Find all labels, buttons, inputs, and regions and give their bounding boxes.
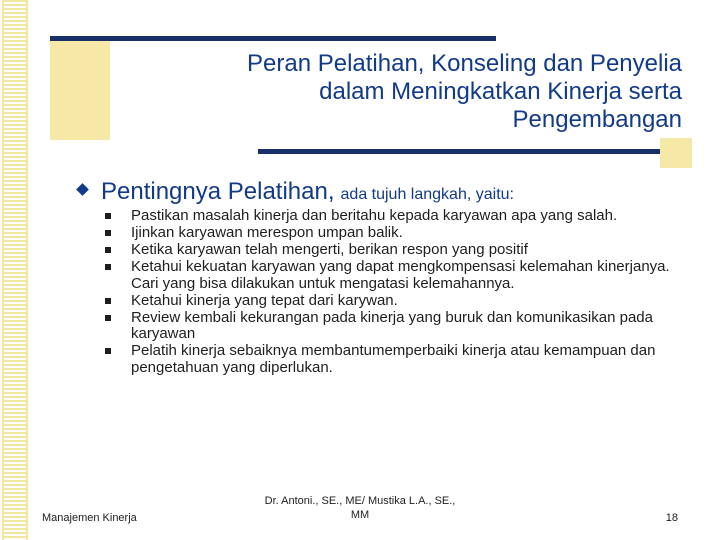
main-bullet: [78, 178, 698, 206]
decorative-left-stripe: [2, 0, 28, 540]
decorative-yellow-block-top: [50, 38, 110, 140]
step-text: Review kembali kekurangan pada kinerja yang buruk dan komunikasikan pada karyawan: [131, 308, 653, 342]
footer-course-name: Manajemen Kinerja: [42, 512, 137, 524]
decorative-bottom-rule: [258, 149, 690, 154]
page-number: 18: [665, 512, 678, 524]
list-item: [105, 343, 685, 376]
list-item: [105, 259, 685, 292]
step-text: Ketahui kekuatan karyawan yang dapat mengkompensasi kelemahan kinerjanya. Cari yang bisa dilakukan untuk mengatasi kelemahannya.: [131, 258, 670, 292]
list-item: [105, 242, 685, 259]
square-bullet-icon: [105, 264, 111, 270]
title-line-3: Pengembangan: [512, 106, 682, 133]
footer-authors: [240, 494, 480, 522]
square-bullet-icon: [105, 230, 111, 236]
step-text: Ketika karyawan telah mengerti, berikan respon yang positif: [131, 241, 528, 258]
list-item: [105, 225, 685, 242]
main-bullet-subtext: ada tujuh langkah, yaitu:: [340, 186, 514, 203]
square-bullet-icon: [105, 348, 111, 354]
diamond-bullet-icon: [76, 183, 89, 196]
footer-authors-line-1: Dr. Antoni., SE., ME/ Mustika L.A., SE.,: [264, 495, 456, 507]
list-item: [105, 310, 685, 343]
step-text: Pelatih kinerja sebaiknya membantumemperbaiki kinerja atau kemampuan dan pengetahuan yang diperlukan.: [131, 342, 656, 376]
slide-title: [102, 50, 682, 134]
square-bullet-icon: [105, 315, 111, 321]
steps-list: [105, 208, 685, 377]
list-item: [105, 293, 685, 310]
step-text: Ketahui kinerja yang tepat dari karywan.: [131, 291, 398, 309]
main-bullet-heading: Pentingnya Pelatihan,: [101, 178, 335, 205]
square-bullet-icon: [105, 247, 111, 253]
square-bullet-icon: [105, 213, 111, 219]
title-line-2: dalam Meningkatkan Kinerja serta: [319, 78, 682, 105]
step-text: Pastikan masalah kinerja dan beritahu kepada karyawan apa yang salah.: [131, 207, 618, 224]
decorative-top-rule: [50, 36, 496, 41]
list-item: [105, 208, 685, 225]
footer-authors-line-2: MM: [350, 509, 370, 521]
title-line-1: Peran Pelatihan, Konseling dan Penyelia: [247, 50, 682, 77]
square-bullet-icon: [105, 298, 111, 304]
step-text: Ijinkan karyawan merespon umpan balik.: [131, 224, 403, 241]
decorative-yellow-block-bottom: [660, 138, 692, 168]
